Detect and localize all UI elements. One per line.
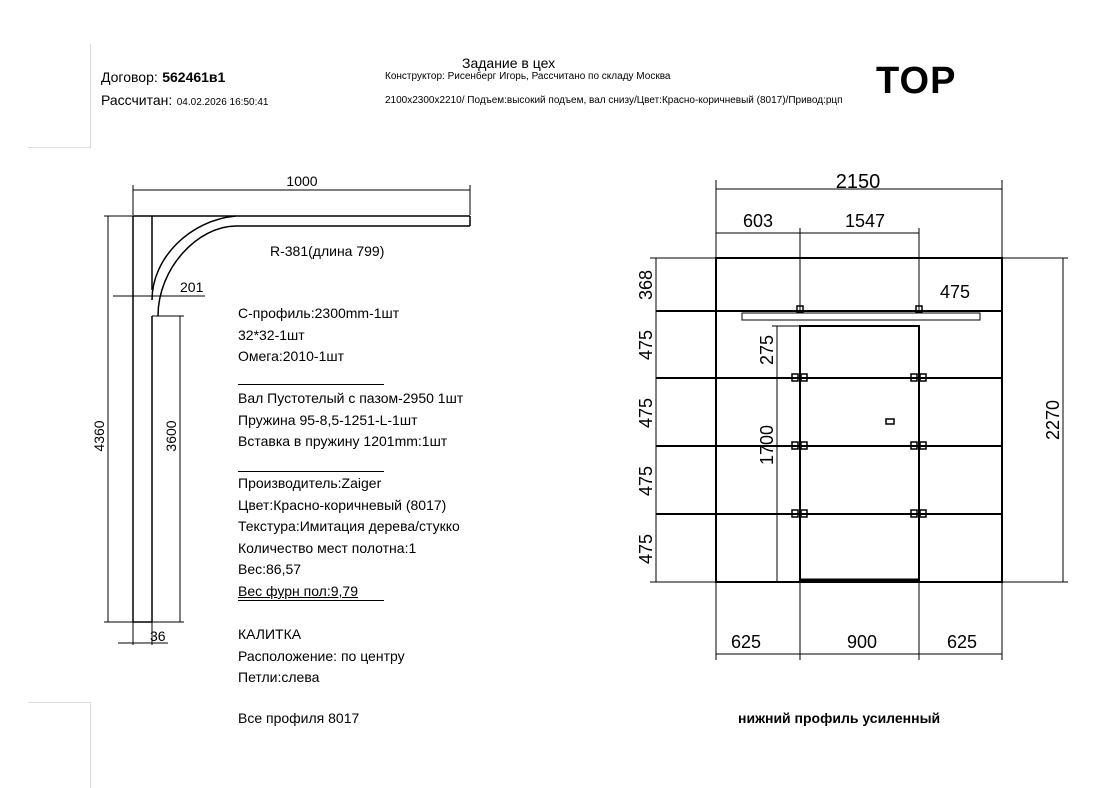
spec-line: Производитель:Zaiger xyxy=(238,475,382,491)
spec-line: Вес фурн пол:9,79 xyxy=(238,582,358,599)
dim-text-1700: 1700 xyxy=(757,424,777,466)
dim-text-275: 275 xyxy=(757,334,777,366)
top-mark: TOP xyxy=(876,60,957,102)
spec-line: Вставка в пружину 1201mm:1шт xyxy=(238,433,448,450)
params-line: 2100x2300x2210/ Подъем:высокий подъем, вал снизу/Цвет:Красно-коричневый (8017)/Привод:рцп xyxy=(385,95,843,106)
dim-text-475-2: 475 xyxy=(636,397,656,429)
contract-number: 562461в1 xyxy=(162,69,226,85)
spec-line: Пружина 95-8,5-1251-L-1шт xyxy=(238,411,418,428)
spec-line: Текстура:Имитация дерева/стукко xyxy=(238,518,460,535)
spec-line: Вал Пустотелый с пазом-2950 1шт xyxy=(238,390,464,406)
dim-text-603: 603 xyxy=(742,211,774,231)
dim-text-475-1: 475 xyxy=(636,329,656,361)
spec-line: С-профиль:2300mm-1шт xyxy=(238,305,400,321)
spec-line: Цвет:Красно-коричневый (8017) xyxy=(238,496,447,513)
spec-line: Петли:слева xyxy=(238,669,320,686)
constructor-line: Конструктор: Рисенберг Игорь, Рассчитано по складу Москва xyxy=(385,71,671,82)
task-title: Задание в цех xyxy=(462,55,556,71)
door-frame xyxy=(716,258,1002,582)
contract-label: Договор: xyxy=(101,69,158,85)
calculated-label: Рассчитан: xyxy=(101,92,173,108)
spec-line: Вес:86,57 xyxy=(238,561,302,578)
dim-text-2150: 2150 xyxy=(835,171,881,193)
wicket-frame xyxy=(800,326,919,582)
dim-text-900: 900 xyxy=(846,632,878,652)
dim-text-475-right: 475 xyxy=(939,282,971,302)
bottom-note: нижний профиль усиленный xyxy=(738,710,941,726)
dim-text-625-left: 625 xyxy=(730,632,762,652)
dim-text-4360: 4360 xyxy=(91,420,107,452)
spec-line: 32*32-1шт xyxy=(238,326,305,343)
dim-text-475-3: 475 xyxy=(636,465,656,497)
wicket-handle-icon xyxy=(886,419,894,424)
dim-text-36: 36 xyxy=(150,628,166,644)
profiles-note: Все профиля 8017 xyxy=(238,710,360,726)
dim-text-2270: 2270 xyxy=(1043,399,1063,441)
dim-text-1547: 1547 xyxy=(844,211,886,231)
spec-line: КАЛИТКА xyxy=(238,626,302,642)
dim-text-201: 201 xyxy=(180,279,204,295)
radius-label: R-381(длина 799) xyxy=(270,243,385,259)
spec-line: Количество мест полотна:1 xyxy=(238,539,417,556)
dim-text-368: 368 xyxy=(636,269,656,301)
spec-line: Расположение: по центру xyxy=(238,647,405,664)
dim-text-3600: 3600 xyxy=(163,420,179,452)
spec-line: Омега:2010-1шт xyxy=(238,348,345,365)
dim-text-475-4: 475 xyxy=(636,533,656,565)
dim-text-625-right: 625 xyxy=(946,632,978,652)
dim-text-1000: 1000 xyxy=(286,173,318,189)
calculated-datetime: 04.02.2026 16:50:41 xyxy=(176,97,269,108)
top-bar xyxy=(742,313,980,320)
